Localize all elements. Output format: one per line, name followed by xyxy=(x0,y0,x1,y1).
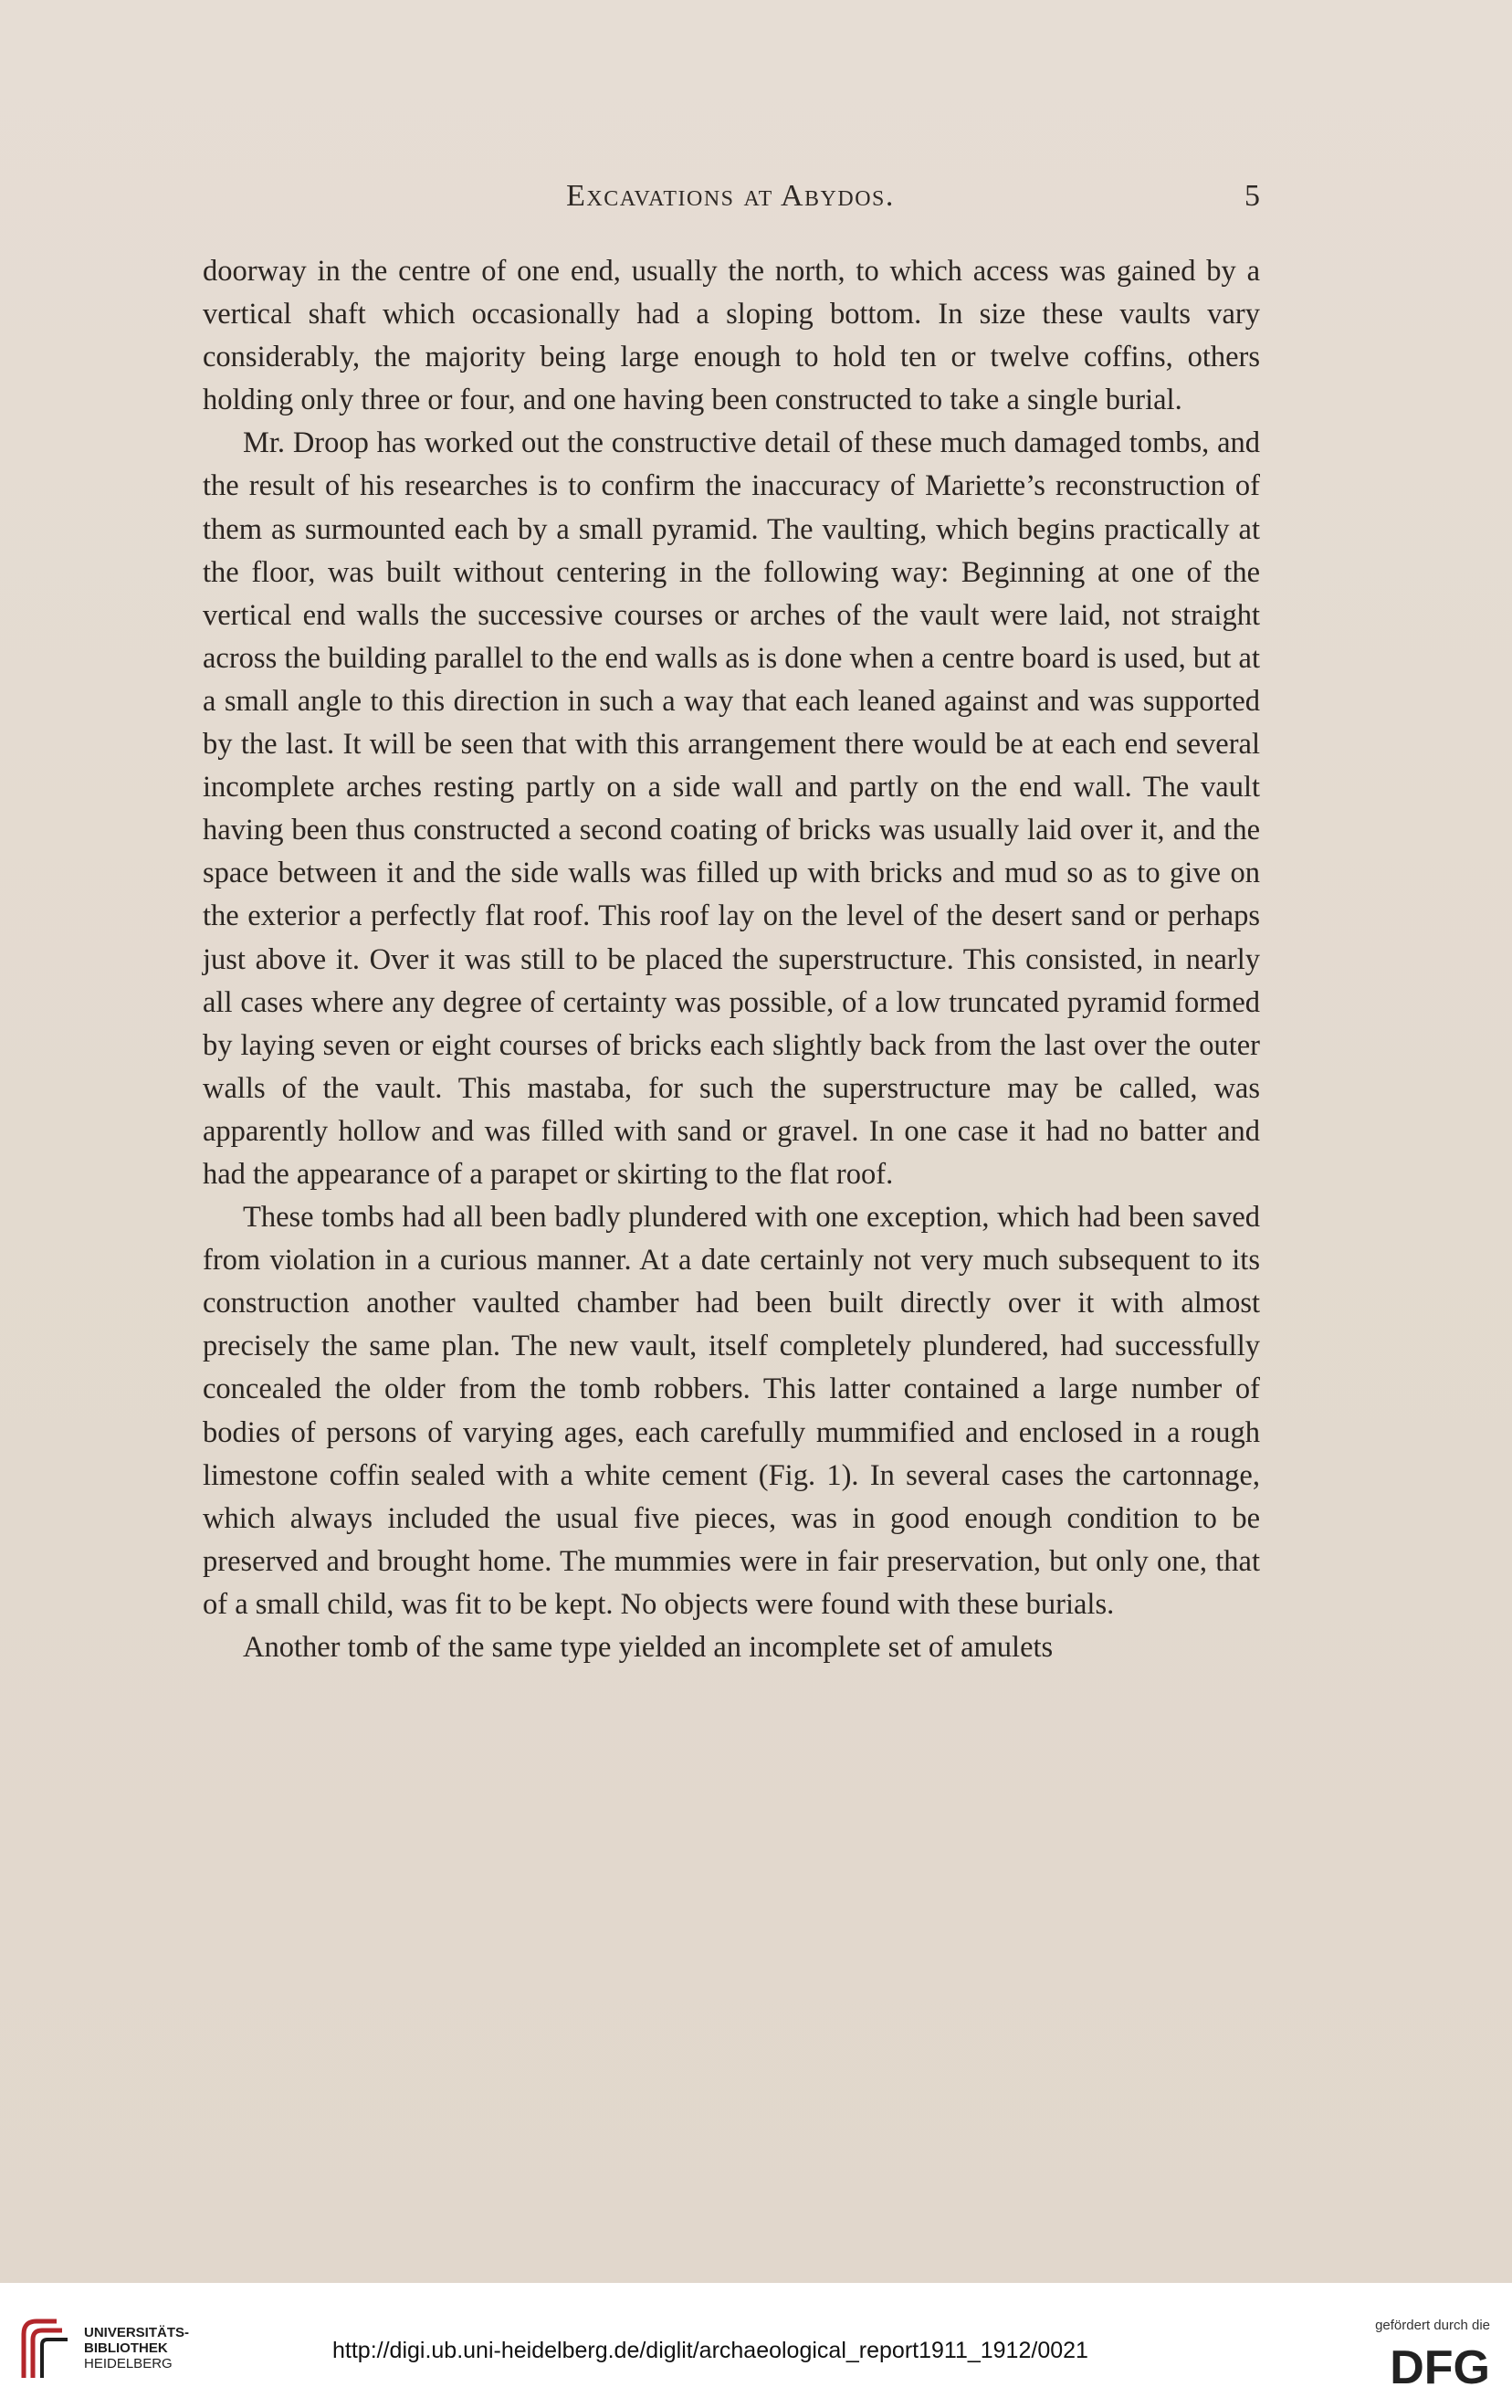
paragraph-2: Mr. Droop has worked out the constructive detail of these much damaged tombs, and the result of his researches is to confirm the inaccuracy of Mariette’s reconstruction of them as surmounted each by a small pyramid. The vaulting, which begins practically at the floor, was built without centering in the following way: Beginning at one of the vertical end walls the successive courses or arches of the vault were laid, not straight across the building parallel to the end walls as is done when a centre board is used, but at a small angle to this direction in such a way that each leaned against and was supported by the last. It will be seen that with this arrangement there would be at each end several incomplete arches resting partly on a side wall and partly on the end wall. The vault having been thus constructed a second coating of bricks was usually laid over it, and the space between it and the side walls was filled up with bricks and mud so as to give on the exterior a perfectly flat roof. This roof lay on the level of the desert sand or perhaps just above it. Over it was still to be placed the superstructure. This consisted, in nearly all cases where any degree of certainty was possible, of a low truncated pyramid formed by laying seven or eight courses of bricks each slightly back from the last over the outer walls of the vault. This mastaba, for such the superstructure may be called, was apparently hollow and was filled with sand or gravel. In one case it had no batter and had the appearance of a parapet or skirting to the flat roof. xyxy=(203,426,1260,1191)
paragraph-1: doorway in the centre of one end, usually the north, to which access was gained by a vertical shaft which occasionally had a sloping bottom. In size these vaults vary considerably, the majority being large enough to hold ten or twelve coffins, others holding only three or four, and one having been constructed to take a single burial. xyxy=(203,255,1260,417)
library-name xyxy=(84,2325,189,2371)
university-library-logo-icon xyxy=(16,2314,73,2382)
permalink-url[interactable]: http://digi.ub.uni-heidelberg.de/diglit/archaeological_report1911_1912/0021 xyxy=(332,2338,1088,2363)
dfg-logo-text: DFG xyxy=(1390,2343,1490,2389)
paragraph-3: These tombs had all been badly plundered with one exception, which had been saved from violation in a curious manner. At a date certainly not very much subsequent to its construction another vaulted chamber had been built directly over it with almost precisely the same plan. The new vault, itself completely plundered, had successfully concealed the older from the tomb robbers. This latter contained a large number of bodies of persons of varying ages, each carefully mummified and enclosed in a rough limestone coffin sealed with a white cement (Fig. 1). In several cases the cartonnage, which always included the usual five pieces, was in good enough condition to be preserved and brought home. The mummies were in fair preservation, but only one, that of a small child, was fit to be kept. No objects were found with these burials. xyxy=(203,1201,1260,1621)
running-title: Excavations at Abydos. xyxy=(566,179,895,213)
page-header xyxy=(201,179,1260,216)
dfg-logo-icon xyxy=(1353,2343,1490,2389)
library-name-line-1: UNIVERSITÄTS- xyxy=(84,2325,190,2340)
paragraph-4: Another tomb of the same type yielded an incomplete set of amulets xyxy=(243,1631,1054,1664)
sponsor-label: gefördert durch die xyxy=(1375,2318,1490,2333)
body-text xyxy=(203,250,1260,1669)
page-number: 5 xyxy=(1244,179,1260,213)
library-name-line-3: HEIDELBERG xyxy=(84,2356,173,2371)
digitization-footer xyxy=(0,2283,1512,2408)
library-name-line-2: BIBLIOTHEK xyxy=(84,2340,168,2356)
